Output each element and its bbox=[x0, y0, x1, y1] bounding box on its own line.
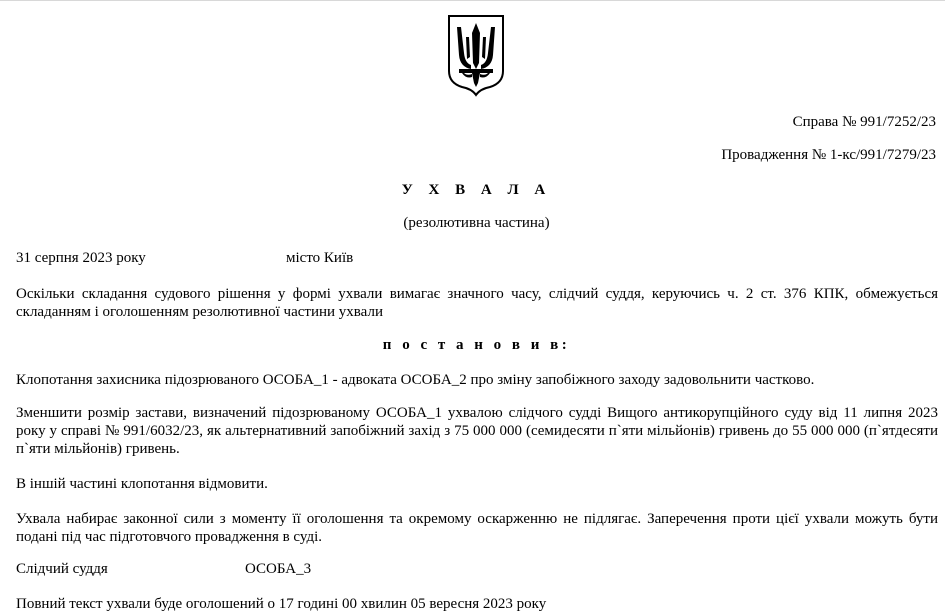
ruling-paragraph-2: Зменшити розмір застави, визначений підозрюваному ОСОБА_1 ухвалою слідчого судді Вищого антикорупційного суду від 11 липня 2023 року у справі № 991/6032/23, як альтернативний запобіжний захід з 75 000 000 (семидесяти п`яти мільйонів) гривень до 55 000 000 (п`ятдесяти п`яти мільйонів) гривень. bbox=[16, 405, 938, 457]
decided-heading: п о с т а н о в и в: bbox=[382, 337, 571, 353]
proceeding-number: Провадження № 1-кс/991/7279/23 bbox=[721, 147, 936, 163]
document-subtitle: (резолютивна частина) bbox=[403, 215, 550, 231]
full-text-announcement: Повний текст ухвали буде оголошений о 17 годині 00 хвилин 05 вересня 2023 року bbox=[16, 596, 547, 612]
trident-emblem-icon bbox=[446, 13, 506, 97]
document-title: У Х В А Л А bbox=[401, 182, 552, 198]
decision-city: місто Київ bbox=[286, 250, 354, 266]
decision-date: 31 серпня 2023 року bbox=[16, 250, 146, 266]
judge-name: ОСОБА_3 bbox=[245, 561, 312, 577]
ruling-paragraph-4: Ухвала набирає законної сили з моменту її оголошення та окремому оскарженню не підлягає. Заперечення проти цієї ухвали можуть бути подані під час підготовчого провадження в суді. bbox=[16, 511, 938, 545]
case-number: Справа № 991/7252/23 bbox=[792, 114, 936, 130]
intro-paragraph: Оскільки складання судового рішення у формі ухвали вимагає значного часу, слідчий суддя, керуючись ч. 2 ст. 376 КПК, обмежується складанням і оголошенням резолютивної частини ухвали bbox=[16, 286, 938, 320]
ruling-paragraph-3: В іншій частині клопотання відмовити. bbox=[16, 476, 268, 492]
ruling-paragraph-1: Клопотання захисника підозрюваного ОСОБА_1 - адвоката ОСОБА_2 про зміну запобіжного заходу задовольнити частково. bbox=[16, 372, 815, 388]
judge-role: Слідчий суддя bbox=[16, 561, 108, 577]
